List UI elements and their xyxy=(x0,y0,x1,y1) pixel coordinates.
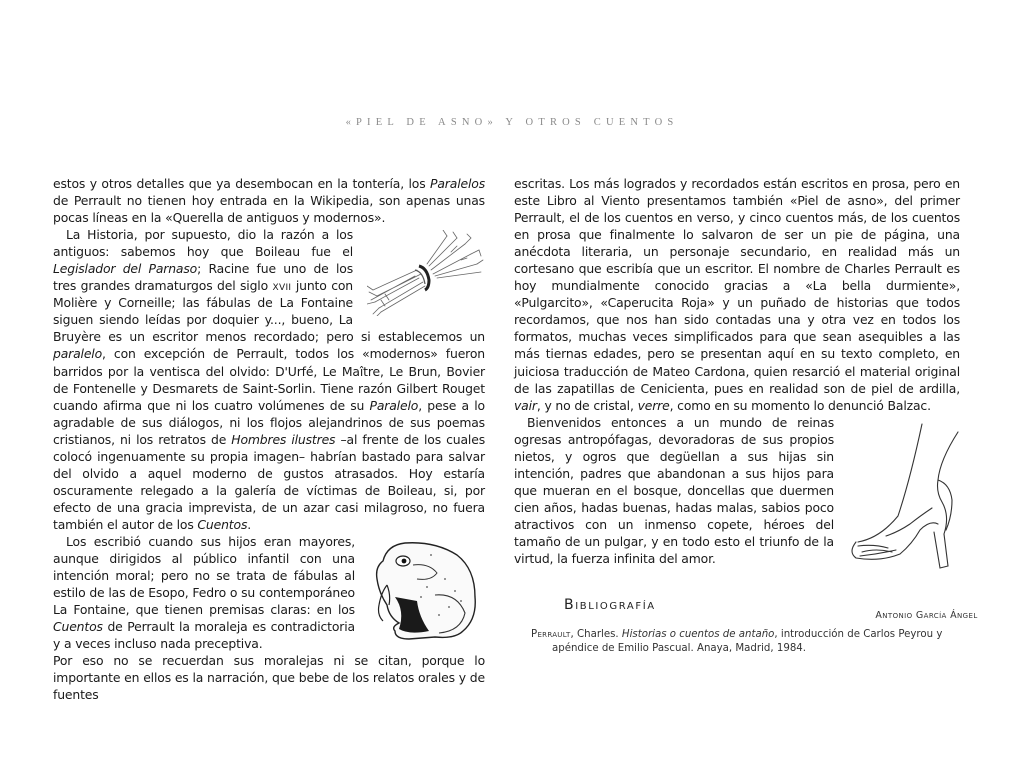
italic-term: paralelo xyxy=(53,346,103,362)
paragraph xyxy=(53,226,485,533)
text: La Historia, por supuesto, dio la razón a los antiguos: sabemos hoy que Boileau fue el xyxy=(53,227,353,260)
italic-term: vair xyxy=(514,397,537,413)
italic-title: Paralelo xyxy=(369,397,419,413)
toad-drawing xyxy=(365,535,485,645)
italic-title: Hombres ilustres xyxy=(231,431,336,447)
bibliography-entry xyxy=(531,628,972,657)
twigs-drawing xyxy=(367,230,485,316)
text: junto con Molière y Corneille; las fábulas de La Fontaine siguen siendo leídas por doquier y..., bueno, La Bruyère es un escritor menos recordado; pero si establecemos un xyxy=(53,278,485,345)
author-signature: Antonio García Ángel xyxy=(875,609,978,621)
italic-term: verre xyxy=(637,397,670,413)
text: –al frente de los cuales colocó ingenuamente su propia imagen– habrían bastado para salvar del olvido a aquel moderno de gustos atrasados. Hoy estaría oscuramente relegado a la galería de víctimas de Boileau, si, por efecto de una gracia imprevista, de un azar casi milagroso, no fuera también el autor de los xyxy=(53,431,485,532)
century-numeral: xvii xyxy=(272,278,292,294)
text: de Perrault la moraleja es contradictoria y a veces incluso nada preceptiva. xyxy=(53,619,355,652)
author-given: , Charles. xyxy=(570,629,622,640)
text: . xyxy=(247,516,252,532)
left-column xyxy=(53,175,485,703)
glass-slipper-illustration xyxy=(840,420,978,621)
text: Bienvenidos entonces a un mundo de reinas ogresas antropófagas, devoradoras de sus propios nietos, y ogros que degüellan a sus hijas sin intención, padres que abandonan a sus hijos para que mueran en el bosque, doncellas que duermen cien años, hadas buenas, hadas malas, sabios poco atractivos con un inmenso copete, héroes del tamaño de un pulgar, y en todo esto el triunfo de la virtud, la fuerza infinita del amor. xyxy=(514,414,834,567)
paragraph xyxy=(514,175,960,414)
text: , y no de cristal, xyxy=(536,397,638,413)
italic-title: Cuentos xyxy=(53,619,103,635)
author-surname: Perrault xyxy=(531,629,571,640)
publication-details: , introducción de Carlos Peyrou y apéndice de Emilio Pascual. Anaya, Madrid, 1984. xyxy=(552,629,943,655)
paragraph xyxy=(53,175,485,226)
text: Los escribió cuando sus hijos eran mayores, aunque dirigidos al público infantil con una intención moral; pero no se trata de fábulas al estilo de las de Esopo, Fedro o su contemporáneo La Fontaine, que tienen premisas claras: en los xyxy=(53,533,355,618)
text: escritas. Los más logrados y recordados están escritos en prosa, pero en este Libro al Viento presentamos también «Piel de asno», del primer Perrault, el de los cuentos en verso, y cinco cuentos más, de los cuentos en prosa que finalmente lo salvaron de ser un pie de página, una anécdota literaria, un personaje secundario, en realidad más un cortesano que escribía que un escritor. El nombre de Charles Perrault es hoy mundialmente conocido gracias a «La bella durmiente», «Pulgarcito», «Caperucita Roja» y un puñado de historias que todos recordamos, que nos han sido contadas una y otra vez en todos los formatos, muchas veces simplificados para que sean asequibles a las más tiernas edades, pero se presentan aquí en su texto completo, en juiciosa traducción de Mateo Cardona, quien resarció el material original de las zapatillas de Cenicienta, pues en realidad son de piel de ardilla, xyxy=(514,176,960,396)
slipper-drawing xyxy=(840,420,970,570)
bibliography-heading: Bibliografía xyxy=(564,597,656,613)
italic-title: Cuentos xyxy=(197,516,248,532)
toad-illustration xyxy=(365,535,485,645)
italic-title: Paralelos xyxy=(430,176,485,191)
text: ; Racine fue uno de los tres grandes dramaturgos del siglo xyxy=(53,261,354,294)
paragraph xyxy=(53,533,485,652)
book-title: Historias o cuentos de antaño xyxy=(621,629,775,640)
text: estos y otros detalles que ya desembocan en la tontería, los xyxy=(53,176,431,191)
text: , como en su momento lo denunció Balzac. xyxy=(669,397,931,413)
text: de Perrault no tienen hoy entrada en la Wikipedia, son apenas unas pocas líneas en la «Querella de antiguos y modernos». xyxy=(53,193,485,226)
italic-title: Legislador del Parnaso xyxy=(53,261,198,277)
text: , con excepción de Perrault, todos los «modernos» fueron barridos por la ventisca del olvido: D'Urfé, Le Maître, Le Brun, Bovier de Fontenelle y Desmarets de Saint-Sorlin. Tiene razón Gilbert Rouget cuando afirma que ni los cuatro volúmenes de su xyxy=(53,346,485,413)
bundle-of-twigs-illustration xyxy=(367,230,485,316)
paragraph: Por eso no se recuerdan sus moralejas ni se citan, porque lo importante en ellos es la narración, que bebe de los relatos orales y de fuentes xyxy=(53,653,485,703)
text: , pese a lo agradable de sus diálogos, ni los flojos alejandrinos de sus poemas cristianos, ni los retratos de xyxy=(53,397,485,447)
running-head: «PIEL DE ASNO» Y OTROS CUENTOS xyxy=(345,117,679,128)
